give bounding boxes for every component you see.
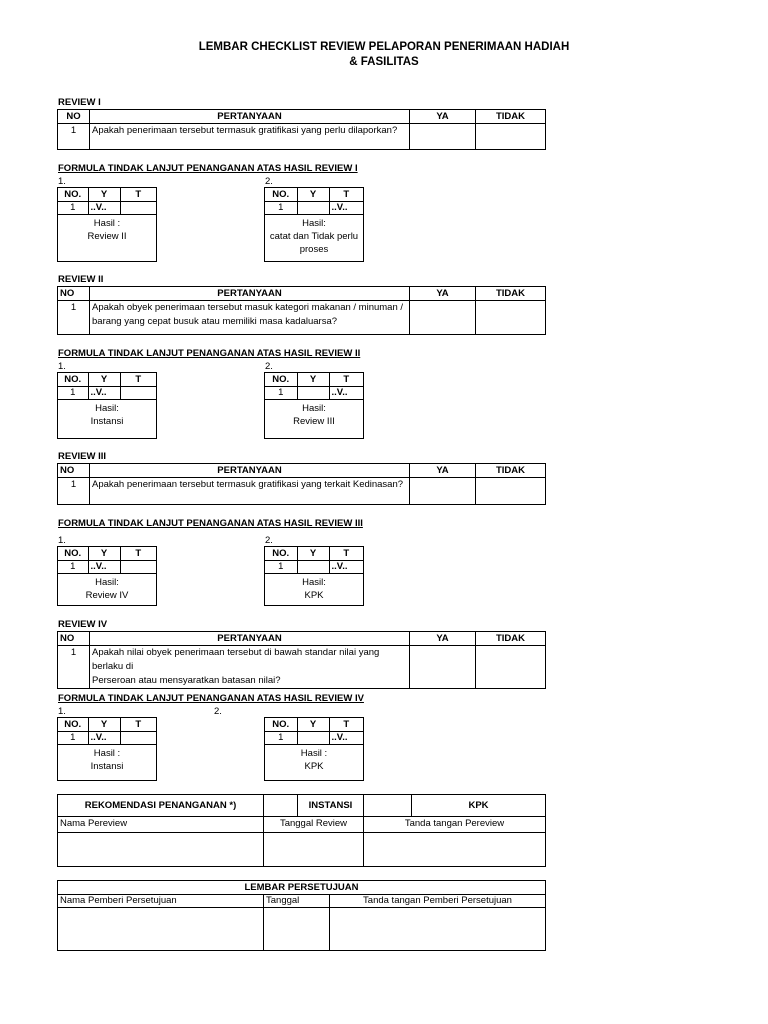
rekomendasi-label: REKOMENDASI PENANGANAN *) xyxy=(58,795,264,817)
review-2-tidak-cell[interactable] xyxy=(476,301,546,335)
formula-2-label: FORMULA TINDAK LANJUT PENANGANAN ATAS HASIL REVIEW II xyxy=(58,348,361,359)
review-1-question: Apakah penerimaan tersebut termasuk gratifikasi yang perlu dilaporkan? xyxy=(90,124,410,150)
tanggal-review-field[interactable] xyxy=(264,833,364,867)
review-3-ya-cell[interactable] xyxy=(410,478,476,505)
formula-4-option-2: NO. Y T 1 ..V.. Hasil : KPK xyxy=(264,717,364,781)
rekomendasi-table xyxy=(57,794,546,817)
review-1-tidak-cell[interactable] xyxy=(476,124,546,150)
persetujuan-table xyxy=(57,880,546,951)
formula-2-option-1: NO. Y T 1 ..V.. Hasil: Instansi xyxy=(57,372,157,439)
formula-3-label: FORMULA TINDAK LANJUT PENANGANAN ATAS HASIL REVIEW III xyxy=(58,518,363,529)
review-2-question: Apakah obyek penerimaan tersebut masuk kategori makanan / minuman / barang yang cepat busuk atau memiliki masa kadaluarsa? xyxy=(90,301,410,335)
formula-2-option-2: NO. Y T 1 ..V.. Hasil: Review III xyxy=(264,372,364,439)
nama-pemberi-label: Nama Pemberi Persetujuan xyxy=(58,895,264,908)
review-1-label: REVIEW I xyxy=(58,97,101,108)
formula-4-result-2: Hasil : KPK xyxy=(300,748,328,772)
review-2-ya-cell[interactable] xyxy=(410,301,476,335)
formula-1-option-1: NO. Y T 1 ..V.. Hasil : Review II xyxy=(57,187,157,262)
formula-2-result-1: Hasil: Instansi xyxy=(90,403,124,427)
tanggal-persetujuan-label: Tanggal xyxy=(264,895,330,908)
formula-1-result-1: Hasil : Review II xyxy=(87,218,127,242)
review-4-label: REVIEW IV xyxy=(58,619,108,630)
review-4-ya-cell[interactable] xyxy=(410,646,476,689)
ttd-pemberi-label: Tanda tangan Pemberi Persetujuan xyxy=(330,895,546,908)
formula-4-result-1: Hasil : Instansi xyxy=(90,748,124,772)
formula-3-option-1: NO. Y T 1 ..V.. Hasil: Review IV xyxy=(57,546,157,606)
tanggal-persetujuan-field[interactable] xyxy=(264,908,330,951)
review-3-question: Apakah penerimaan tersebut termasuk gratifikasi yang terkait Kedinasan? xyxy=(90,478,410,505)
rekomendasi-instansi: INSTANSI xyxy=(298,795,364,817)
formula-1-option-2: NO. Y T 1 ..V.. Hasil: catat dan Tidak perlu proses xyxy=(264,187,364,262)
review-2-table: NO PERTANYAAN YA TIDAK 1 Apakah obyek penerimaan tersebut masuk kategori makanan / minuman / barang yang cepat busuk atau memiliki masa kadaluarsa? xyxy=(57,286,546,335)
nama-pereview-field[interactable] xyxy=(58,833,264,867)
formula-4-option-1: NO. Y T 1 ..V.. Hasil : Instansi xyxy=(57,717,157,781)
rekomendasi-kpk: KPK xyxy=(412,795,546,817)
review-4-table: NO PERTANYAAN YA TIDAK 1 Apakah nilai obyek penerimaan tersebut di bawah standar nilai yang berlaku di Perseroan atau mensyaratkan batasan nilai? xyxy=(57,631,546,689)
ttd-pereview-label: Tanda tangan Pereview xyxy=(364,817,546,833)
formula-4-label: FORMULA TINDAK LANJUT PENANGANAN ATAS HASIL REVIEW IV xyxy=(58,693,364,704)
ttd-pemberi-field[interactable] xyxy=(330,908,546,951)
formula-1-label: FORMULA TINDAK LANJUT PENANGANAN ATAS HASIL REVIEW I xyxy=(58,163,358,174)
review-4-question: Apakah nilai obyek penerimaan tersebut di bawah standar nilai yang berlaku di Perseroan atau mensyaratkan batasan nilai? xyxy=(90,646,410,689)
review-1-table: NO PERTANYAAN YA TIDAK 1 Apakah penerimaan tersebut termasuk gratifikasi yang perlu dilaporkan? xyxy=(57,109,546,150)
tanggal-review-label: Tanggal Review xyxy=(264,817,364,833)
rekomendasi-instansi-check[interactable] xyxy=(264,795,298,817)
formula-3-option-2: NO. Y T 1 ..V.. Hasil: KPK xyxy=(264,546,364,606)
review-3-table: NO PERTANYAAN YA TIDAK 1 Apakah penerimaan tersebut termasuk gratifikasi yang terkait Kedinasan? xyxy=(57,463,546,505)
review-3-tidak-cell[interactable] xyxy=(476,478,546,505)
nama-pereview-label: Nama Pereview xyxy=(58,817,264,833)
document-title: LEMBAR CHECKLIST REVIEW PELAPORAN PENERIMAAN HADIAH & FASILITAS xyxy=(198,41,570,68)
review-3-label: REVIEW III xyxy=(58,451,107,462)
formula-2-result-2: Hasil: Review III xyxy=(293,403,335,427)
persetujuan-title: LEMBAR PERSETUJUAN xyxy=(58,881,546,895)
review-1-ya-cell[interactable] xyxy=(410,124,476,150)
formula-1-result-2: Hasil: catat dan Tidak perlu proses xyxy=(269,218,359,255)
formula-3-result-2: Hasil: KPK xyxy=(302,577,326,601)
pereview-table xyxy=(57,816,546,867)
nama-pemberi-field[interactable] xyxy=(58,908,264,951)
review-4-tidak-cell[interactable] xyxy=(476,646,546,689)
ttd-pereview-field[interactable] xyxy=(364,833,546,867)
review-2-label: REVIEW II xyxy=(58,274,104,285)
formula-3-result-1: Hasil: Review IV xyxy=(85,577,129,601)
rekomendasi-kpk-check[interactable] xyxy=(364,795,412,817)
